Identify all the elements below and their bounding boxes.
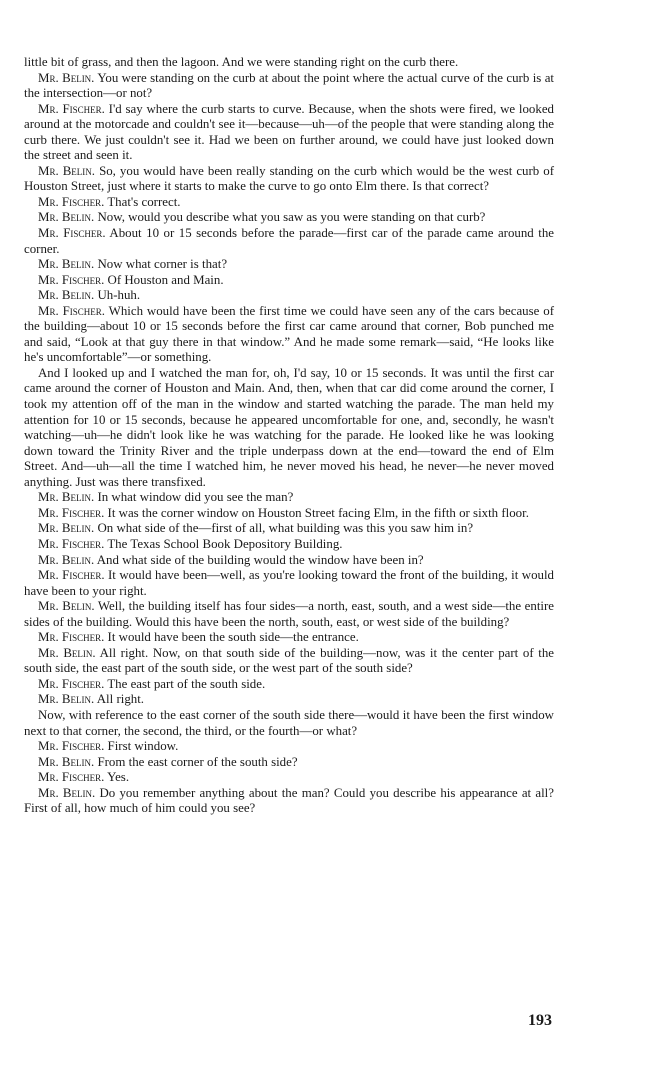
testimony-paragraph [24,537,554,553]
speaker-label: Mr. Fischer. [38,630,105,645]
testimony-paragraph [24,521,554,537]
speaker-label: Mr. Fischer. [38,226,106,241]
speaker-label: Mr. Belin. [38,754,95,769]
testimony-paragraph [24,786,554,817]
speaker-label: Mr. Fischer. [38,303,105,318]
paragraph-text: Now, would you describe what you saw as you were standing on that curb? [97,210,486,225]
speaker-label: Mr. Belin. [38,645,96,660]
continuation-paragraph [24,366,554,490]
paragraph-text: I'd say where the curb starts to curve. Because, when the shots were fired, we looked around at the motorcade and couldn't see it—because—uh—of the people that were standing along the curb there. We just couldn't see it. Had we been on further around, we could have just looked down the street and seen it. [24,101,554,163]
paragraph-text: All right. [96,692,145,707]
testimony-paragraph [24,273,554,289]
speaker-label: Mr. Fischer. [38,676,105,691]
paragraph-text: That's correct. [107,194,181,209]
testimony-paragraph [24,770,554,786]
speaker-label: Mr. Fischer. [38,101,105,116]
continuation-paragraph [24,708,554,739]
testimony-paragraph [24,226,554,257]
testimony-paragraph [24,630,554,646]
speaker-label: Mr. Belin. [38,163,96,178]
speaker-label: Mr. Belin. [38,70,95,85]
speaker-label: Mr. Fischer. [38,272,105,287]
speaker-label: Mr. Belin. [38,288,95,303]
page-number: 193 [528,1012,552,1029]
testimony-paragraph [24,755,554,771]
speaker-label: Mr. Fischer. [38,536,105,551]
paragraph-text: From the east corner of the south side? [97,754,298,769]
testimony-paragraph [24,646,554,677]
testimony-paragraph [24,599,554,630]
paragraph-text: Yes. [107,770,130,785]
paragraph-text: The east part of the south side. [107,676,266,691]
paragraph-text: It would have been—well, as you're looking toward the front of the building, it would have been to your right. [24,568,554,598]
paragraph-text: First window. [107,739,179,754]
testimony-paragraph [24,71,554,102]
paragraph-text: It would have been the south side—the entrance. [107,630,359,645]
testimony-paragraph [24,195,554,211]
paragraph-text: Now what corner is that? [97,257,228,272]
paragraph-text: On what side of the—first of all, what building was this you saw him in? [97,521,474,536]
testimony-paragraph [24,692,554,708]
testimony-paragraph [24,506,554,522]
paragraph-text: So, you would have been really standing on the curb which would be the west curb of Houston Street, just where it starts to make the curve to go onto Elm there. Is that correct? [24,163,554,194]
speaker-label: Mr. Belin. [38,210,95,225]
continuation-paragraph [24,55,554,71]
speaker-label: Mr. Belin. [38,257,95,272]
speaker-label: Mr. Belin. [38,490,95,505]
paragraph-text: Which would have been the first time we could have seen any of the cars because of the building—about 10 or 15 seconds before the first car came around that corner, Bob punched me and said, “Look at that guy there in that window.” And he made some remark—said, “He looks like he's uncomfortable”—or something. [24,303,554,365]
speaker-label: Mr. Fischer. [38,770,105,785]
testimony-paragraph [24,739,554,755]
paragraph-text: The Texas School Book Depository Building. [107,536,343,551]
testimony-paragraph [24,677,554,693]
paragraph-text: little bit of grass, and then the lagoon. And we were standing right on the curb there. [24,55,459,69]
speaker-label: Mr. Belin. [38,599,95,614]
paragraph-text: Now, with reference to the east corner of the south side there—would it have been the first window next to that corner, the second, the third, or the fourth—or what? [24,707,554,738]
paragraph-text: It was the corner window on Houston Street facing Elm, in the fifth or sixth floor. [107,505,529,520]
paragraph-text: Uh-huh. [97,288,141,303]
speaker-label: Mr. Fischer. [38,739,105,754]
speaker-label: Mr. Belin. [38,692,95,707]
speaker-label: Mr. Fischer. [38,505,105,520]
testimony-paragraph [24,288,554,304]
paragraph-text: Well, the building itself has four sides—a north, east, south, and a west side—the entire sides of the building. Would this have been the north, south, east, or west side of the building? [24,599,554,629]
testimony-paragraph [24,553,554,569]
testimony-paragraph [24,568,554,599]
paragraph-text: About 10 or 15 seconds before the parade—first car of the parade came around the corner. [24,226,554,256]
paragraph-text: And what side of the building would the window have been in? [96,552,424,567]
paragraph-text: And I looked up and I watched the man for, oh, I'd say, 10 or 15 seconds. It was until the first car came around the corner of Houston and Main. And, then, when that car did come around the corner, I took my attention off of the man in the window and started watching the parade. The man held my attention for 10 or 15 seconds, because he appeared uncomfortable for one, and, secondly, he wasn't watching—uh—he didn't look like he was watching for the parade. He looked like he was looking down toward the Trinity River and the triple underpass down at the end—toward the end of Elm Street. And—uh—all the time I watched him, he never moved his head, he never—he never moved anything. Just was there transfixed. [24,365,554,489]
testimony-paragraph [24,102,554,164]
testimony-paragraph [24,304,554,366]
testimony-paragraph [24,210,554,226]
speaker-label: Mr. Belin. [38,521,95,536]
speaker-label: Mr. Belin. [38,552,95,567]
speaker-label: Mr. Fischer. [38,194,105,209]
paragraph-text: Do you remember anything about the man? Could you describe his appearance at all? First of all, how much of him could you see? [24,785,554,816]
testimony-paragraph [24,164,554,195]
paragraph-text: In what window did you see the man? [97,490,294,505]
testimony-paragraph [24,257,554,273]
speaker-label: Mr. Fischer. [38,568,105,583]
paragraph-text: Of Houston and Main. [107,272,224,287]
transcript-page-body [24,55,554,817]
paragraph-text: You were standing on the curb at about the point where the actual curve of the curb is at the intersection—or not? [24,70,554,101]
testimony-paragraph [24,490,554,506]
speaker-label: Mr. Belin. [38,785,96,800]
paragraph-text: All right. Now, on that south side of the building—now, was it the center part of the south side, the east part of the south side, or the west part of the south side? [24,645,554,676]
